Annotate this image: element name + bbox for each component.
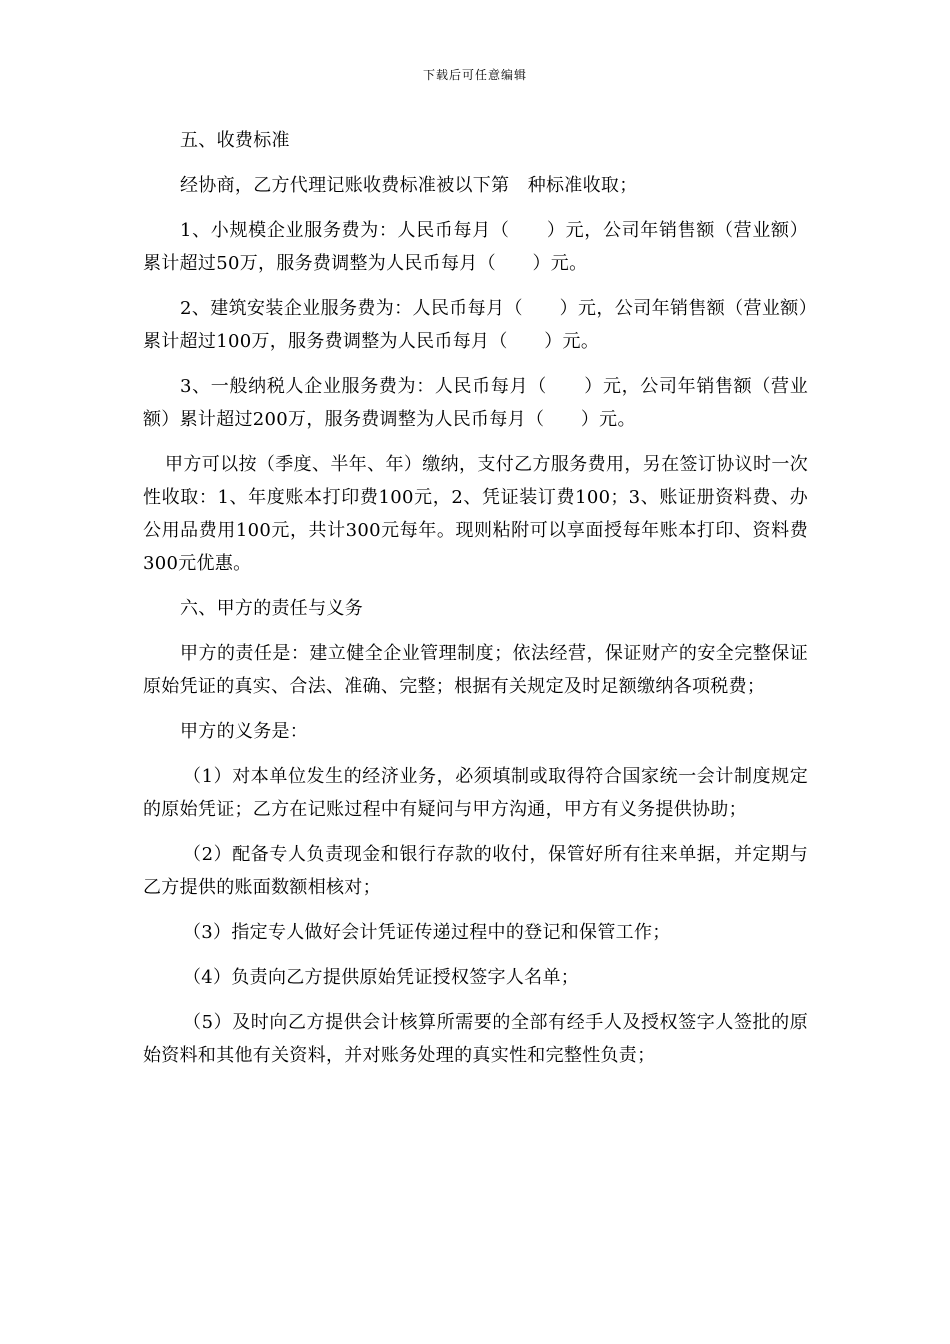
obligation-item-2: （2）配备专人负责现金和银行存款的收付，保管好所有往来单据，并定期与乙方提供的账面数额相核对； [143, 844, 808, 898]
section-heading-party-a: 六、甲方的责任与义务 [180, 598, 363, 619]
obligation-item-5: （5）及时向乙方提供会计核算所需要的全部有经手人及授权签字人签批的原始资料和其他有关资料，并对账务处理的真实性和完整性负责； [143, 1012, 808, 1066]
paragraph-payment-terms: 甲方可以按（季度、半年、年）缴纳，支付乙方服务费用，另在签订协议时一次性收取：1、年度账本打印费100元，2、凭证装订费100；3、账证册资料费、办公用品费用100元，共计300元每年。现则粘附可以享面授每年账本打印、资料费300元优惠。 [143, 454, 808, 574]
paragraph-general-taxpayer-fee: 3、一般纳税人企业服务费为：人民币每月（ ）元，公司年销售额（营业额）累计超过200万，服务费调整为人民币每月（ ）元。 [143, 376, 808, 430]
document-body [143, 124, 808, 1084]
obligation-item-1: （1）对本单位发生的经济业务，必须填制或取得符合国家统一会计制度规定的原始凭证；乙方在记账过程中有疑问与甲方沟通，甲方有义务提供协助； [143, 766, 808, 820]
header-note: 下载后可任意编辑 [422, 68, 527, 82]
paragraph-party-a-obligations-title: 甲方的义务是： [180, 721, 309, 742]
obligation-item-3: （3）指定专人做好会计凭证传递过程中的登记和保管工作； [183, 922, 671, 943]
section-heading-fees: 五、收费标准 [180, 130, 290, 151]
obligation-item-4: （4）负责向乙方提供原始凭证授权签字人名单； [183, 967, 580, 988]
paragraph-small-scale-fee: 1、小规模企业服务费为：人民币每月（ ）元，公司年销售额（营业额）累计超过50万，服务费调整为人民币每月（ ）元。 [143, 220, 808, 274]
paragraph-fee-option: 经协商，乙方代理记账收费标准被以下第 种标准收取； [180, 175, 638, 196]
paragraph-party-a-responsibility: 甲方的责任是：建立健全企业管理制度；依法经营，保证财产的安全完整保证原始凭证的真实、合法、准确、完整；根据有关规定及时足额缴纳各项税费； [143, 643, 808, 697]
paragraph-construction-fee: 2、建筑安装企业服务费为：人民币每月（ ）元，公司年销售额（营业额）累计超过100万，服务费调整为人民币每月（ ）元。 [143, 298, 808, 352]
